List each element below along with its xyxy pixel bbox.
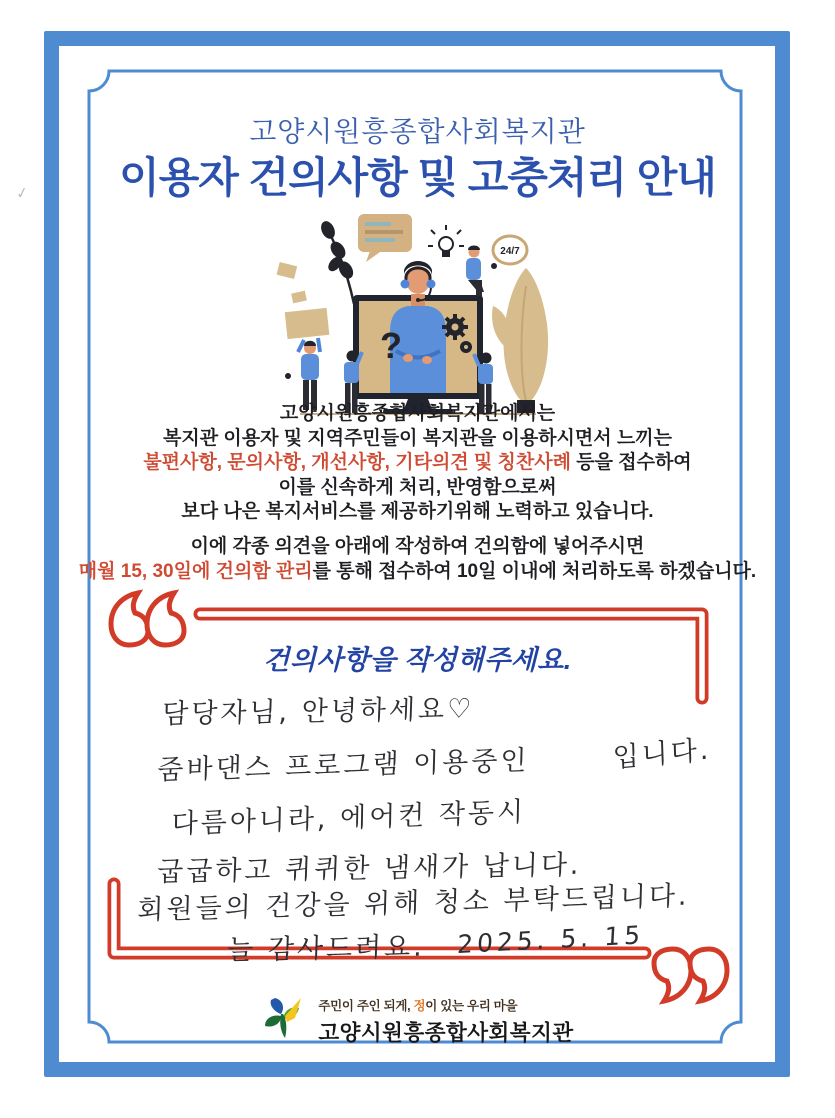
page-title: 이용자 건의사항 및 고충처리 안내 (119, 154, 716, 201)
handwriting-line-3: 다름아니라, 에어컨 작동시 (171, 796, 527, 841)
handwriting-line-1: 담당자님, 안녕하세요♡ (161, 693, 475, 731)
footer (0, 996, 835, 1047)
badge-247-label: 24/7 (500, 246, 520, 257)
notice-highlight: 매월 15, 30일에 건의함 관리 (78, 561, 313, 582)
notice-line: 이에 각종 의견을 아래에 작성하여 건의함에 넣어주시면 (190, 536, 645, 557)
close-quote-icon (654, 949, 727, 1001)
footer-text (318, 996, 573, 1047)
org-logo-icon (261, 996, 309, 1040)
org-name-heading: 고양시원흥종합사회복지관 (249, 116, 586, 147)
intro-line: 보다 나은 복지서비스를 제공하기위해 노력하고 있습니다. (181, 501, 654, 523)
question-mark: ? (380, 325, 402, 366)
scan-artifact-mark: ✓ (14, 182, 31, 204)
handwriting-line-2: 줌바댄스 프로그램 이용중인 (157, 745, 530, 787)
handwriting-line-2b: 입니다. (612, 734, 712, 775)
intro-line: 고양시원흥종합사회복지관에서는 (279, 403, 556, 424)
suggestion-prompt: 건의사항을 작성해주세요. (263, 645, 572, 675)
handwriting-date: 2025. 5. 15 (456, 920, 645, 960)
tagline-pre: 주민이 주인 되게, (318, 999, 414, 1013)
handwriting-line-5: 회원들의 건강을 위해 청소 부탁드립니다. (137, 880, 690, 927)
handwriting-line-6: 늘 감사드려요. (226, 931, 426, 967)
intro-line-rest: 등을 접수하여 (570, 452, 692, 474)
footer-org-name: 고양시원흥종합사회복지관 (318, 1021, 574, 1045)
tagline-post: 이 있는 우리 마을 (425, 999, 518, 1013)
footer-tagline (318, 996, 573, 1014)
notice-line-rest: 를 통해 접수하여 10일 이내에 처리하도록 하겠습니다. (312, 561, 757, 582)
intro-line: 복지관 이용자 및 지역주민들이 복지관을 이용하시면서 느끼는 (163, 427, 672, 449)
tagline-accent: 정 (413, 999, 426, 1013)
intro-line: 이를 신속하게 처리, 반영함으로써 (278, 476, 557, 498)
intro-highlight: 불편사항, 문의사항, 개선사항, 기타의견 및 칭찬사례 (143, 452, 571, 474)
handwriting-line-4: 굽굽하고 퀴퀴한 냄새가 납니다. (156, 849, 583, 889)
